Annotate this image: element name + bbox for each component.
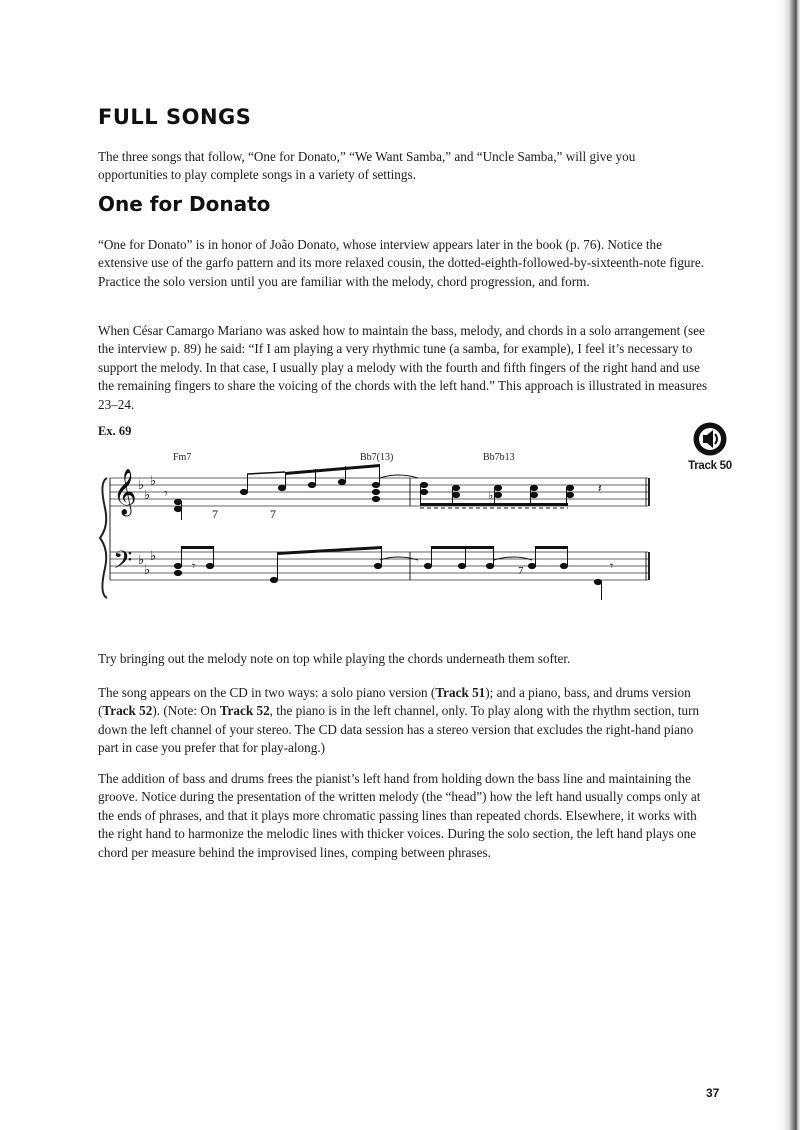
svg-text:♭: ♭: [488, 490, 494, 502]
svg-text:7: 7: [212, 507, 218, 521]
svg-text:7: 7: [270, 507, 276, 521]
treble-clef: 𝄞: [113, 469, 137, 515]
svg-text:𝄾: 𝄾: [164, 487, 168, 502]
svg-text:𝄾: 𝄾: [610, 559, 614, 573]
music-score: [98, 442, 658, 612]
song-heading: One for Donato: [98, 192, 271, 216]
cd-audio-icon: [692, 421, 728, 457]
svg-text:𝄽: 𝄽: [598, 481, 602, 495]
staff-brace: [100, 478, 107, 598]
song-paragraph-2: When César Camargo Mariano was asked how to maintain the bass, melody, and chords in a solo arrangement (see the interview p. 89) he said: “If I am playing a very rhythmic tune (a samba, for example), I feel it’s necessary to support the melody. In that case, I usually play a melody with the fourth and fifth fingers of the right hand and use the remaining fingers to share the voicing of the chords with the left hand.” This approach is illustrated in measures 23–24.: [98, 323, 708, 412]
chord-symbol: Bb7(13): [360, 452, 394, 463]
svg-text:𝄾: 𝄾: [192, 559, 196, 573]
after-paragraph-1: Try bringing out the melody note on top while playing the chords underneath them softer.: [98, 651, 571, 666]
example-label: Ex. 69: [98, 424, 132, 438]
svg-text:♭: ♭: [144, 563, 151, 578]
track-label: Track 50: [688, 460, 732, 472]
section-heading: FULL SONGS: [98, 105, 252, 129]
scan-edge: [774, 0, 800, 1130]
svg-text:♭: ♭: [138, 478, 145, 493]
bass-clef: 𝄢: [113, 546, 133, 581]
svg-text:7: 7: [518, 565, 524, 577]
chord-symbol: Bb7b13: [483, 452, 515, 463]
page-number: 37: [706, 1086, 720, 1100]
svg-text:♭: ♭: [138, 553, 145, 568]
after-paragraph-3: The addition of bass and drums frees the pianist’s left hand from holding down the bass line and maintaining the groove. Notice during the presentation of the written melody (the “head”) how the left hand usually comps only at the ends of phrases, and that it plays more chromatic passing lines than repeated chords. Elsewhere, it works with the right hand to harmonize the melodic lines with thicker voices. During the solo section, the left hand plays one chord per measure behind the improvised lines, comping between phrases.: [98, 771, 701, 860]
svg-text:♭: ♭: [150, 549, 157, 564]
song-paragraph-1: “One for Donato” is in honor of João Donato, whose interview appears later in the book (p. 76). Notice the extensive use of the garfo pattern and its more relaxed cousin, the dotted-eighth-followed-by-sixteenth-note figure. Practice the solo version until you are familiar with the melody, chord progression, and form.: [98, 237, 705, 289]
chord-symbol: Fm7: [173, 452, 192, 463]
after-paragraph-2: The song appears on the CD in two ways: a solo piano version (Track 51); and a piano, bass, and drums version (Track 52). (Note: On Track 52, the piano is in the left channel, only. To play along with the rhythm section, turn down the left channel of your stereo. The CD data session has a stereo version that excludes the right-hand piano part in case you prefer that for play-along.): [98, 685, 700, 756]
svg-text:♭: ♭: [144, 488, 151, 503]
intro-paragraph: The three songs that follow, “One for Donato,” “We Want Samba,” and “Uncle Samba,” will give you opportunities to play complete songs in a variety of settings.: [98, 149, 636, 183]
svg-text:♭: ♭: [150, 474, 157, 489]
